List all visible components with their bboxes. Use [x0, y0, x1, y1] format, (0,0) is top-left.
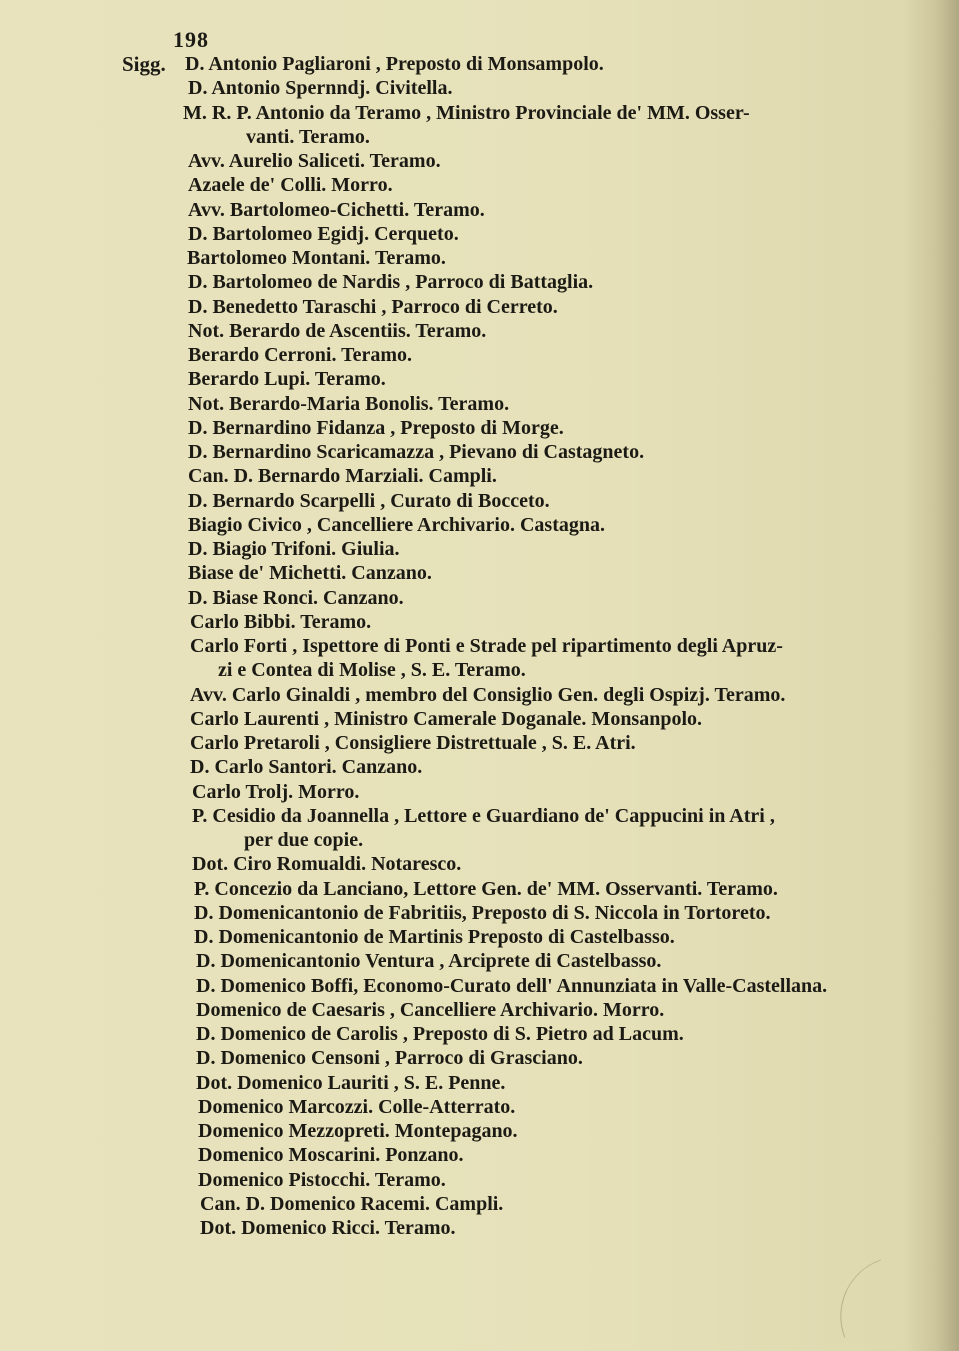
- list-item: Dot. Domenico Ricci. Teramo.: [200, 1217, 456, 1239]
- list-item: Azaele de' Colli. Morro.: [188, 174, 393, 197]
- page-number: 198: [173, 27, 209, 52]
- list-item-continuation: zi e Contea di Molise , S. E. Teramo.: [218, 659, 526, 682]
- page-curl-mark: [823, 1259, 901, 1337]
- list-item: Domenico de Caesaris , Cancelliere Archivario. Morro.: [196, 998, 665, 1021]
- list-item: D. Bernardino Fidanza , Preposto di Morge.: [188, 416, 564, 439]
- list-item: Biagio Civico , Cancelliere Archivario. Castagna.: [188, 513, 606, 536]
- list-item: P. Cesidio da Joannella , Lettore e Guardiano de' Cappucini in Atri ,: [192, 804, 775, 827]
- list-item: D. Domenicantonio Ventura , Arciprete di Castelbasso.: [196, 950, 662, 973]
- list-item-continuation: vanti. Teramo.: [246, 125, 370, 148]
- list-item: M. R. P. Antonio da Teramo , Ministro Provinciale de' MM. Osser-: [183, 101, 750, 124]
- list-item: D. Domenico Censoni , Parroco di Grasciano.: [196, 1047, 583, 1070]
- list-item: Can. D. Domenico Racemi. Campli.: [200, 1192, 504, 1215]
- list-item: D. Domenico de Carolis , Preposto di S. Pietro ad Lacum.: [196, 1023, 684, 1045]
- list-item: D. Biase Ronci. Canzano.: [188, 586, 404, 609]
- list-item: D. Bernardo Scarpelli , Curato di Bocceto.: [188, 489, 550, 512]
- list-item: D. Carlo Santori. Canzano.: [190, 756, 423, 779]
- list-item: Domenico Mezzopreti. Montepagano.: [198, 1120, 518, 1142]
- list-item: Carlo Bibbi. Teramo.: [190, 610, 372, 633]
- list-item: Can. D. Bernardo Marziali. Campli.: [188, 465, 497, 488]
- list-item: D. Bartolomeo de Nardis , Parroco di Battaglia.: [188, 271, 594, 294]
- list-item: D. Bartolomeo Egidj. Cerqueto.: [188, 222, 459, 245]
- list-item: D. Biagio Trifoni. Giulia.: [188, 538, 400, 560]
- list-item: Biase de' Michetti. Canzano.: [188, 562, 432, 585]
- list-item: Avv. Aurelio Saliceti. Teramo.: [188, 150, 441, 172]
- list-item: Dot. Domenico Lauriti , S. E. Penne.: [196, 1071, 506, 1094]
- subscriber-list: [0, 52, 959, 1240]
- list-item: Carlo Trolj. Morro.: [192, 780, 360, 803]
- list-item: Domenico Moscarini. Ponzano.: [198, 1144, 464, 1167]
- list-item-continuation: per due copie.: [244, 829, 364, 851]
- list-item: Bartolomeo Montani. Teramo.: [187, 247, 446, 269]
- list-item: D. Domenicantonio de Fabritiis, Preposto di S. Niccola in Tortoreto.: [194, 901, 771, 924]
- list-item: D. Domenico Boffi, Economo-Curato dell' Annunziata in Valle-Castellana.: [196, 974, 828, 997]
- list-item: Berardo Cerroni. Teramo.: [188, 344, 413, 366]
- list-item: D. Benedetto Taraschi , Parroco di Cerreto.: [188, 295, 558, 318]
- list-item: D. Antonio Spernndj. Civitella.: [188, 77, 453, 100]
- list-item: Dot. Ciro Romualdi. Notaresco.: [192, 853, 462, 876]
- list-item: Berardo Lupi. Teramo.: [188, 368, 386, 391]
- list-item: Carlo Pretaroli , Consigliere Distrettuale , S. E. Atri.: [190, 732, 636, 754]
- list-item: Domenico Pistocchi. Teramo.: [198, 1168, 446, 1191]
- list-item: Not. Berardo-Maria Bonolis. Teramo.: [188, 392, 510, 415]
- list-item: Avv. Bartolomeo-Cichetti. Teramo.: [188, 198, 485, 221]
- list-item: Avv. Carlo Ginaldi , membro del Consiglio Gen. degli Ospizj. Teramo.: [190, 683, 786, 706]
- list-item: D. Domenicantonio de Martinis Preposto di Castelbasso.: [194, 926, 675, 948]
- list-item: D. Antonio Pagliaroni , Preposto di Monsampolo.: [185, 53, 604, 75]
- subscribers-lead: Sigg.: [122, 52, 166, 76]
- list-item: Not. Berardo de Ascentiis. Teramo.: [188, 319, 487, 342]
- list-item: Domenico Marcozzi. Colle-Atterrato.: [198, 1095, 516, 1118]
- list-item: Carlo Forti , Ispettore di Ponti e Strade pel ripartimento degli Apruz-: [190, 635, 783, 657]
- list-item: Carlo Laurenti , Ministro Camerale Doganale. Monsanpolo.: [190, 707, 703, 730]
- list-item: D. Bernardino Scaricamazza , Pievano di Castagneto.: [188, 441, 645, 463]
- list-item: P. Concezio da Lanciano, Lettore Gen. de' MM. Osservanti. Teramo.: [194, 877, 778, 900]
